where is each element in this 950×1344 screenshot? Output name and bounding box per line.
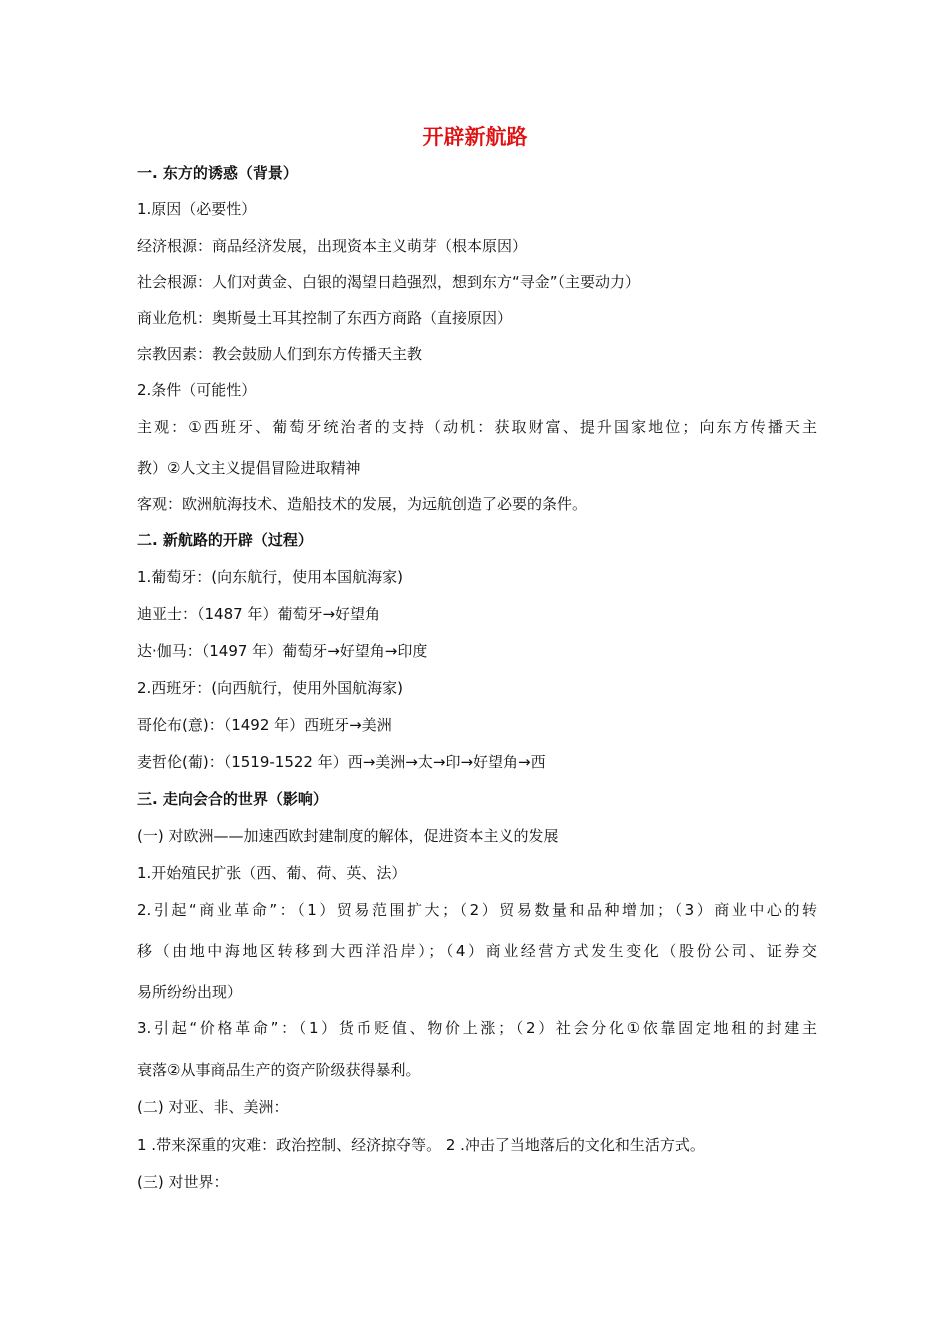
paragraph-line: 麦哲伦(葡)：（1519-1522 年）西→美洲→太→印→好望角→西 <box>137 753 546 771</box>
paragraph-line: 2.引起“商业革命”：（1）贸易范围扩大；（2）贸易数量和品种增加；（3）商业中心的转 <box>137 901 817 919</box>
document-title: 开辟新航路 <box>422 125 528 149</box>
paragraph-line: 2.西班牙：(向西航行，使用外国航海家) <box>137 679 404 697</box>
paragraph-line: 1 .带来深重的灾难：政治控制、经济掠夺等。 2 .冲击了当地落后的文化和生活方式。 <box>137 1136 705 1154</box>
paragraph-line: 迪亚士：（1487 年）葡萄牙→好望角 <box>137 605 381 623</box>
section-heading-3: 三. 走向会合的世界（影响） <box>137 790 328 808</box>
paragraph-line: 商业危机：奥斯曼土耳其控制了东西方商路（直接原因） <box>137 309 513 327</box>
section-heading-1: 一. 东方的诱惑（背景） <box>137 164 298 182</box>
paragraph-line: 教）②人文主义提倡冒险进取精神 <box>137 459 361 477</box>
paragraph-line: (二) 对亚、非、美洲： <box>137 1098 289 1116</box>
paragraph-line: 经济根源：商品经济发展，出现资本主义萌芽（根本原因） <box>137 237 528 255</box>
paragraph-line: 宗教因素：教会鼓励人们到东方传播天主教 <box>137 345 423 363</box>
paragraph-line: (三) 对世界： <box>137 1173 229 1191</box>
paragraph-line: 移（由地中海地区转移到大西洋沿岸）；（4）商业经营方式发生变化（股份公司、证券交 <box>137 942 817 960</box>
paragraph-line: (一) 对欧洲——加速西欧封建制度的解体，促进资本主义的发展 <box>137 827 559 845</box>
subheading-conditions: 2.条件（可能性） <box>137 381 257 399</box>
paragraph-line: 1.葡萄牙：(向东航行，使用本国航海家) <box>137 568 404 586</box>
paragraph-line: 主观：①西班牙、葡萄牙统治者的支持（动机：获取财富、提升国家地位；向东方传播天主 <box>137 418 817 436</box>
paragraph-line: 客观：欧洲航海技术、造船技术的发展，为远航创造了必要的条件。 <box>137 495 588 513</box>
paragraph-line: 衰落②从事商品生产的资产阶级获得暴利。 <box>137 1061 421 1079</box>
paragraph-line: 1.开始殖民扩张（西、葡、荷、英、法） <box>137 864 407 882</box>
subheading-reasons: 1.原因（必要性） <box>137 200 257 218</box>
paragraph-line: 社会根源：人们对黄金、白银的渴望日趋强烈，想到东方“寻金”（主要动力） <box>137 273 641 291</box>
paragraph-line: 哥伦布(意)：（1492 年）西班牙→美洲 <box>137 716 392 734</box>
paragraph-line: 3.引起“价格革命”：（1）货币贬值、物价上涨；（2）社会分化①依靠固定地租的封建主 <box>137 1019 817 1037</box>
section-heading-2: 二. 新航路的开辟（过程） <box>137 531 313 549</box>
paragraph-line: 易所纷纷出现） <box>137 983 243 1001</box>
paragraph-line: 达·伽马：（1497 年）葡萄牙→好望角→印度 <box>137 642 428 660</box>
